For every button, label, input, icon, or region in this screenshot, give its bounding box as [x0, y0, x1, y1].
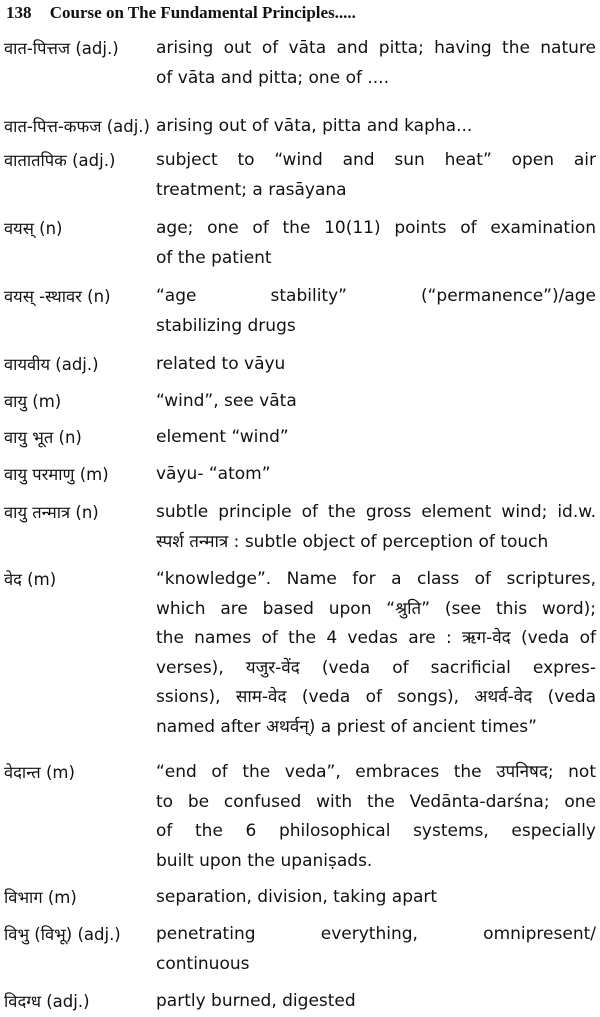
entry-term: विदग्ध (adj.): [4, 992, 90, 1011]
definition-line: treatment; a rasāyana: [156, 179, 347, 200]
entry-definition: [156, 920, 596, 979]
entry-definition: [156, 460, 596, 490]
definition-line: of the patient: [156, 247, 272, 268]
definition-line: “wind”, see vāta: [156, 391, 297, 411]
definition-line: arising out of vāta and pitta; having the nature: [156, 38, 596, 58]
definition-line: related to vāyu: [156, 354, 286, 374]
definition-line: “end of the veda”, embraces the उपनिषद; not: [156, 762, 596, 782]
definition-line: ssions), साम-वेद (veda of songs), अथर्व-वेद (veda: [156, 687, 596, 707]
entry-term: वायु तन्मात्र (n): [4, 503, 99, 522]
definition-line: age; one of the 10(11) points of examination: [156, 218, 596, 238]
page-header: [6, 2, 596, 28]
definition-line: subject to “wind and sun heat” open air: [156, 150, 596, 170]
definition-line: continuous: [156, 953, 250, 974]
definition-line: to be confused with the Vedānta-darśna; one: [156, 791, 596, 812]
entry-term: वायु (m): [4, 392, 62, 411]
definition-line: partly burned, digested: [156, 991, 356, 1011]
definition-line: penetrating everything, omnipresent/: [156, 924, 596, 944]
entry-term: वायु भूत (n): [4, 428, 82, 447]
definition-line: subtle principle of the gross element wind; id.w.: [156, 502, 596, 522]
entry-term: वेदान्त (m): [4, 763, 75, 782]
entry-definition: [156, 146, 596, 205]
entry-definition: [156, 350, 596, 380]
entry-term: विभाग (m): [4, 888, 77, 907]
entry-term: वात-पित्त-कफज (adj.): [4, 117, 150, 136]
definition-line: “knowledge”. Name for a class of scriptures,: [156, 569, 596, 589]
definition-line: verses), यजुर-वेंद (veda of sacrificial expres-: [156, 657, 596, 678]
entry-term: वयस् (n): [4, 219, 63, 238]
entry-definition: [156, 423, 596, 453]
entry-term: वयस् -स्थावर (n): [4, 287, 111, 306]
definition-line: vāyu- “atom”: [156, 464, 271, 484]
definition-line: stabilizing drugs: [156, 315, 296, 336]
definition-line: of the 6 philosophical systems, especially: [156, 821, 596, 841]
definition-line: “age stability” (“permanence”)/age: [156, 286, 596, 306]
entry-definition: [156, 758, 596, 876]
entry-term: वात-पित्तज (adj.): [4, 39, 119, 58]
definition-line: which are based upon “श्रुति” (see this word);: [156, 598, 596, 619]
entry-term: वायु परमाणु (m): [4, 465, 109, 484]
definition-line: element “wind”: [156, 427, 289, 447]
entry-definition: [156, 214, 596, 273]
entry-definition: [156, 498, 596, 557]
definition-line: the names of the 4 vedas are : ऋग-वेद (veda of: [156, 628, 596, 648]
entry-definition: [156, 282, 596, 341]
definition-line: of vāta and pitta; one of ....: [156, 67, 389, 88]
entry-term: वातातपिक (adj.): [4, 151, 116, 170]
page-number: 138: [6, 3, 32, 22]
entry-definition: [156, 34, 596, 93]
definition-line: named after अथर्वन्) a priest of ancient times”: [156, 716, 537, 737]
entry-term: वेद (m): [4, 570, 57, 589]
entry-definition: [156, 987, 596, 1017]
entry-definition: [156, 565, 596, 742]
entry-term: वायवीय (adj.): [4, 355, 99, 374]
definition-line: built upon the upaniṣads.: [156, 850, 373, 871]
entry-term: विभु (विभू) (adj.): [4, 925, 121, 944]
definition-line: arising out of vāta, pitta and kapha...: [156, 116, 473, 136]
entry-definition: [156, 387, 596, 417]
entry-definition: [156, 883, 596, 913]
running-title: Course on The Fundamental Principles.....: [49, 3, 356, 22]
definition-line: separation, division, taking apart: [156, 887, 438, 907]
entry-definition: [156, 112, 596, 142]
definition-line: स्पर्श तन्मात्र : subtle object of perception of touch: [156, 531, 549, 552]
